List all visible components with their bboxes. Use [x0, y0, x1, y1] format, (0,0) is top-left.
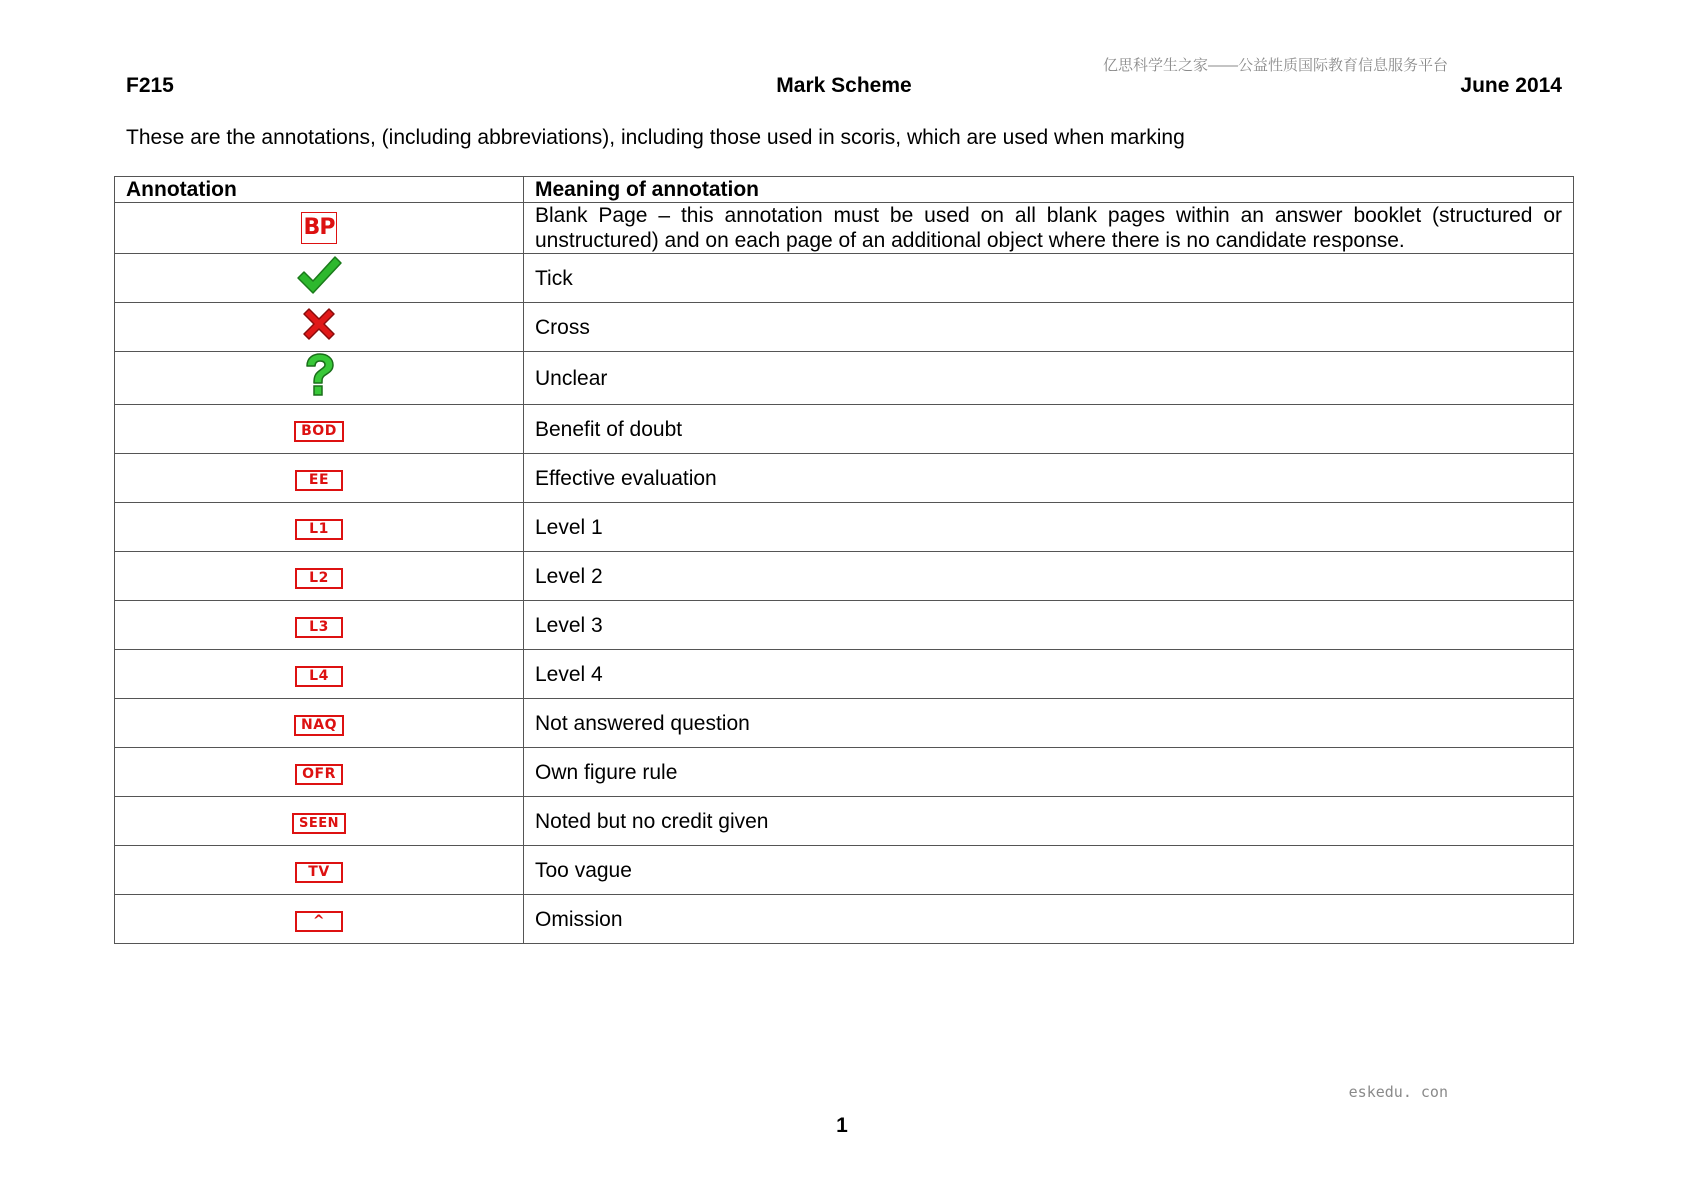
- table-row: [115, 552, 1574, 601]
- table-row: [115, 203, 1574, 254]
- meaning-cell: Not answered question: [524, 699, 1574, 748]
- table-row: [115, 601, 1574, 650]
- seen-stamp-icon: SEEN: [292, 813, 346, 834]
- table-row: [115, 895, 1574, 944]
- meaning-cell: Level 2: [524, 552, 1574, 601]
- ofr-stamp-icon: OFR: [295, 764, 343, 785]
- annotation-cell: [115, 650, 524, 699]
- table-row: [115, 454, 1574, 503]
- annotations-table: [114, 176, 1574, 944]
- footer-watermark: eskedu. con: [1348, 1083, 1448, 1101]
- l4-stamp-icon: L4: [295, 666, 343, 687]
- page-header: [126, 74, 1562, 102]
- table-row: [115, 846, 1574, 895]
- annotation-cell: [115, 503, 524, 552]
- tv-stamp-icon: TV: [295, 862, 343, 883]
- annotation-cell: [115, 797, 524, 846]
- meaning-cell: Effective evaluation: [524, 454, 1574, 503]
- cross-icon: [299, 304, 339, 344]
- table-row: [115, 699, 1574, 748]
- tick-icon: [295, 254, 343, 296]
- meaning-cell: Benefit of doubt: [524, 405, 1574, 454]
- annotation-cell: [115, 352, 524, 405]
- annotation-cell: [115, 454, 524, 503]
- annotation-cell: [115, 552, 524, 601]
- meaning-cell: Tick: [524, 254, 1574, 303]
- meaning-cell: Level 3: [524, 601, 1574, 650]
- meaning-cell: Noted but no credit given: [524, 797, 1574, 846]
- intro-text: These are the annotations, (including abbreviations), including those used in scoris, which are used when marking: [126, 126, 1185, 149]
- page-title: Mark Scheme: [776, 74, 912, 97]
- bp-stamp-icon: BP: [301, 212, 338, 244]
- bod-stamp-icon: BOD: [294, 421, 344, 442]
- column-header-annotation: Annotation: [115, 177, 524, 203]
- question-mark-icon: [301, 352, 337, 398]
- meaning-cell: Cross: [524, 303, 1574, 352]
- meaning-cell: Too vague: [524, 846, 1574, 895]
- table-row: [115, 303, 1574, 352]
- l2-stamp-icon: L2: [295, 568, 343, 589]
- l3-stamp-icon: L3: [295, 617, 343, 638]
- annotation-cell: [115, 895, 524, 944]
- meaning-cell: Blank Page – this annotation must be used on all blank pages within an answer booklet (structured or unstructured) and on each page of an additional object where there is no candidate response.: [524, 203, 1574, 254]
- meaning-cell: Own figure rule: [524, 748, 1574, 797]
- watermark-top: 亿思科学生之家——公益性质国际教育信息服务平台: [1102, 57, 1448, 74]
- table-row: [115, 650, 1574, 699]
- table-row: [115, 254, 1574, 303]
- annotation-cell: [115, 846, 524, 895]
- table-row: [115, 352, 1574, 405]
- meaning-cell: Level 4: [524, 650, 1574, 699]
- table-row: [115, 405, 1574, 454]
- annotation-cell: [115, 203, 524, 254]
- l1-stamp-icon: L1: [295, 519, 343, 540]
- omission-stamp-icon: ^: [295, 911, 343, 932]
- meaning-cell: Omission: [524, 895, 1574, 944]
- annotation-cell: [115, 748, 524, 797]
- table-row: [115, 748, 1574, 797]
- ee-stamp-icon: EE: [295, 470, 343, 491]
- naq-stamp-icon: NAQ: [294, 715, 344, 736]
- exam-date: June 2014: [1460, 74, 1562, 97]
- page-number: 1: [836, 1114, 848, 1137]
- meaning-cell: Unclear: [524, 352, 1574, 405]
- annotation-cell: [115, 303, 524, 352]
- column-header-meaning: Meaning of annotation: [524, 177, 1574, 203]
- annotation-cell: [115, 601, 524, 650]
- annotation-cell: [115, 699, 524, 748]
- table-header-row: [115, 177, 1574, 203]
- annotation-cell: [115, 254, 524, 303]
- table-row: [115, 797, 1574, 846]
- meaning-cell: Level 1: [524, 503, 1574, 552]
- table-row: [115, 503, 1574, 552]
- paper-code: F215: [126, 74, 174, 97]
- annotation-cell: [115, 405, 524, 454]
